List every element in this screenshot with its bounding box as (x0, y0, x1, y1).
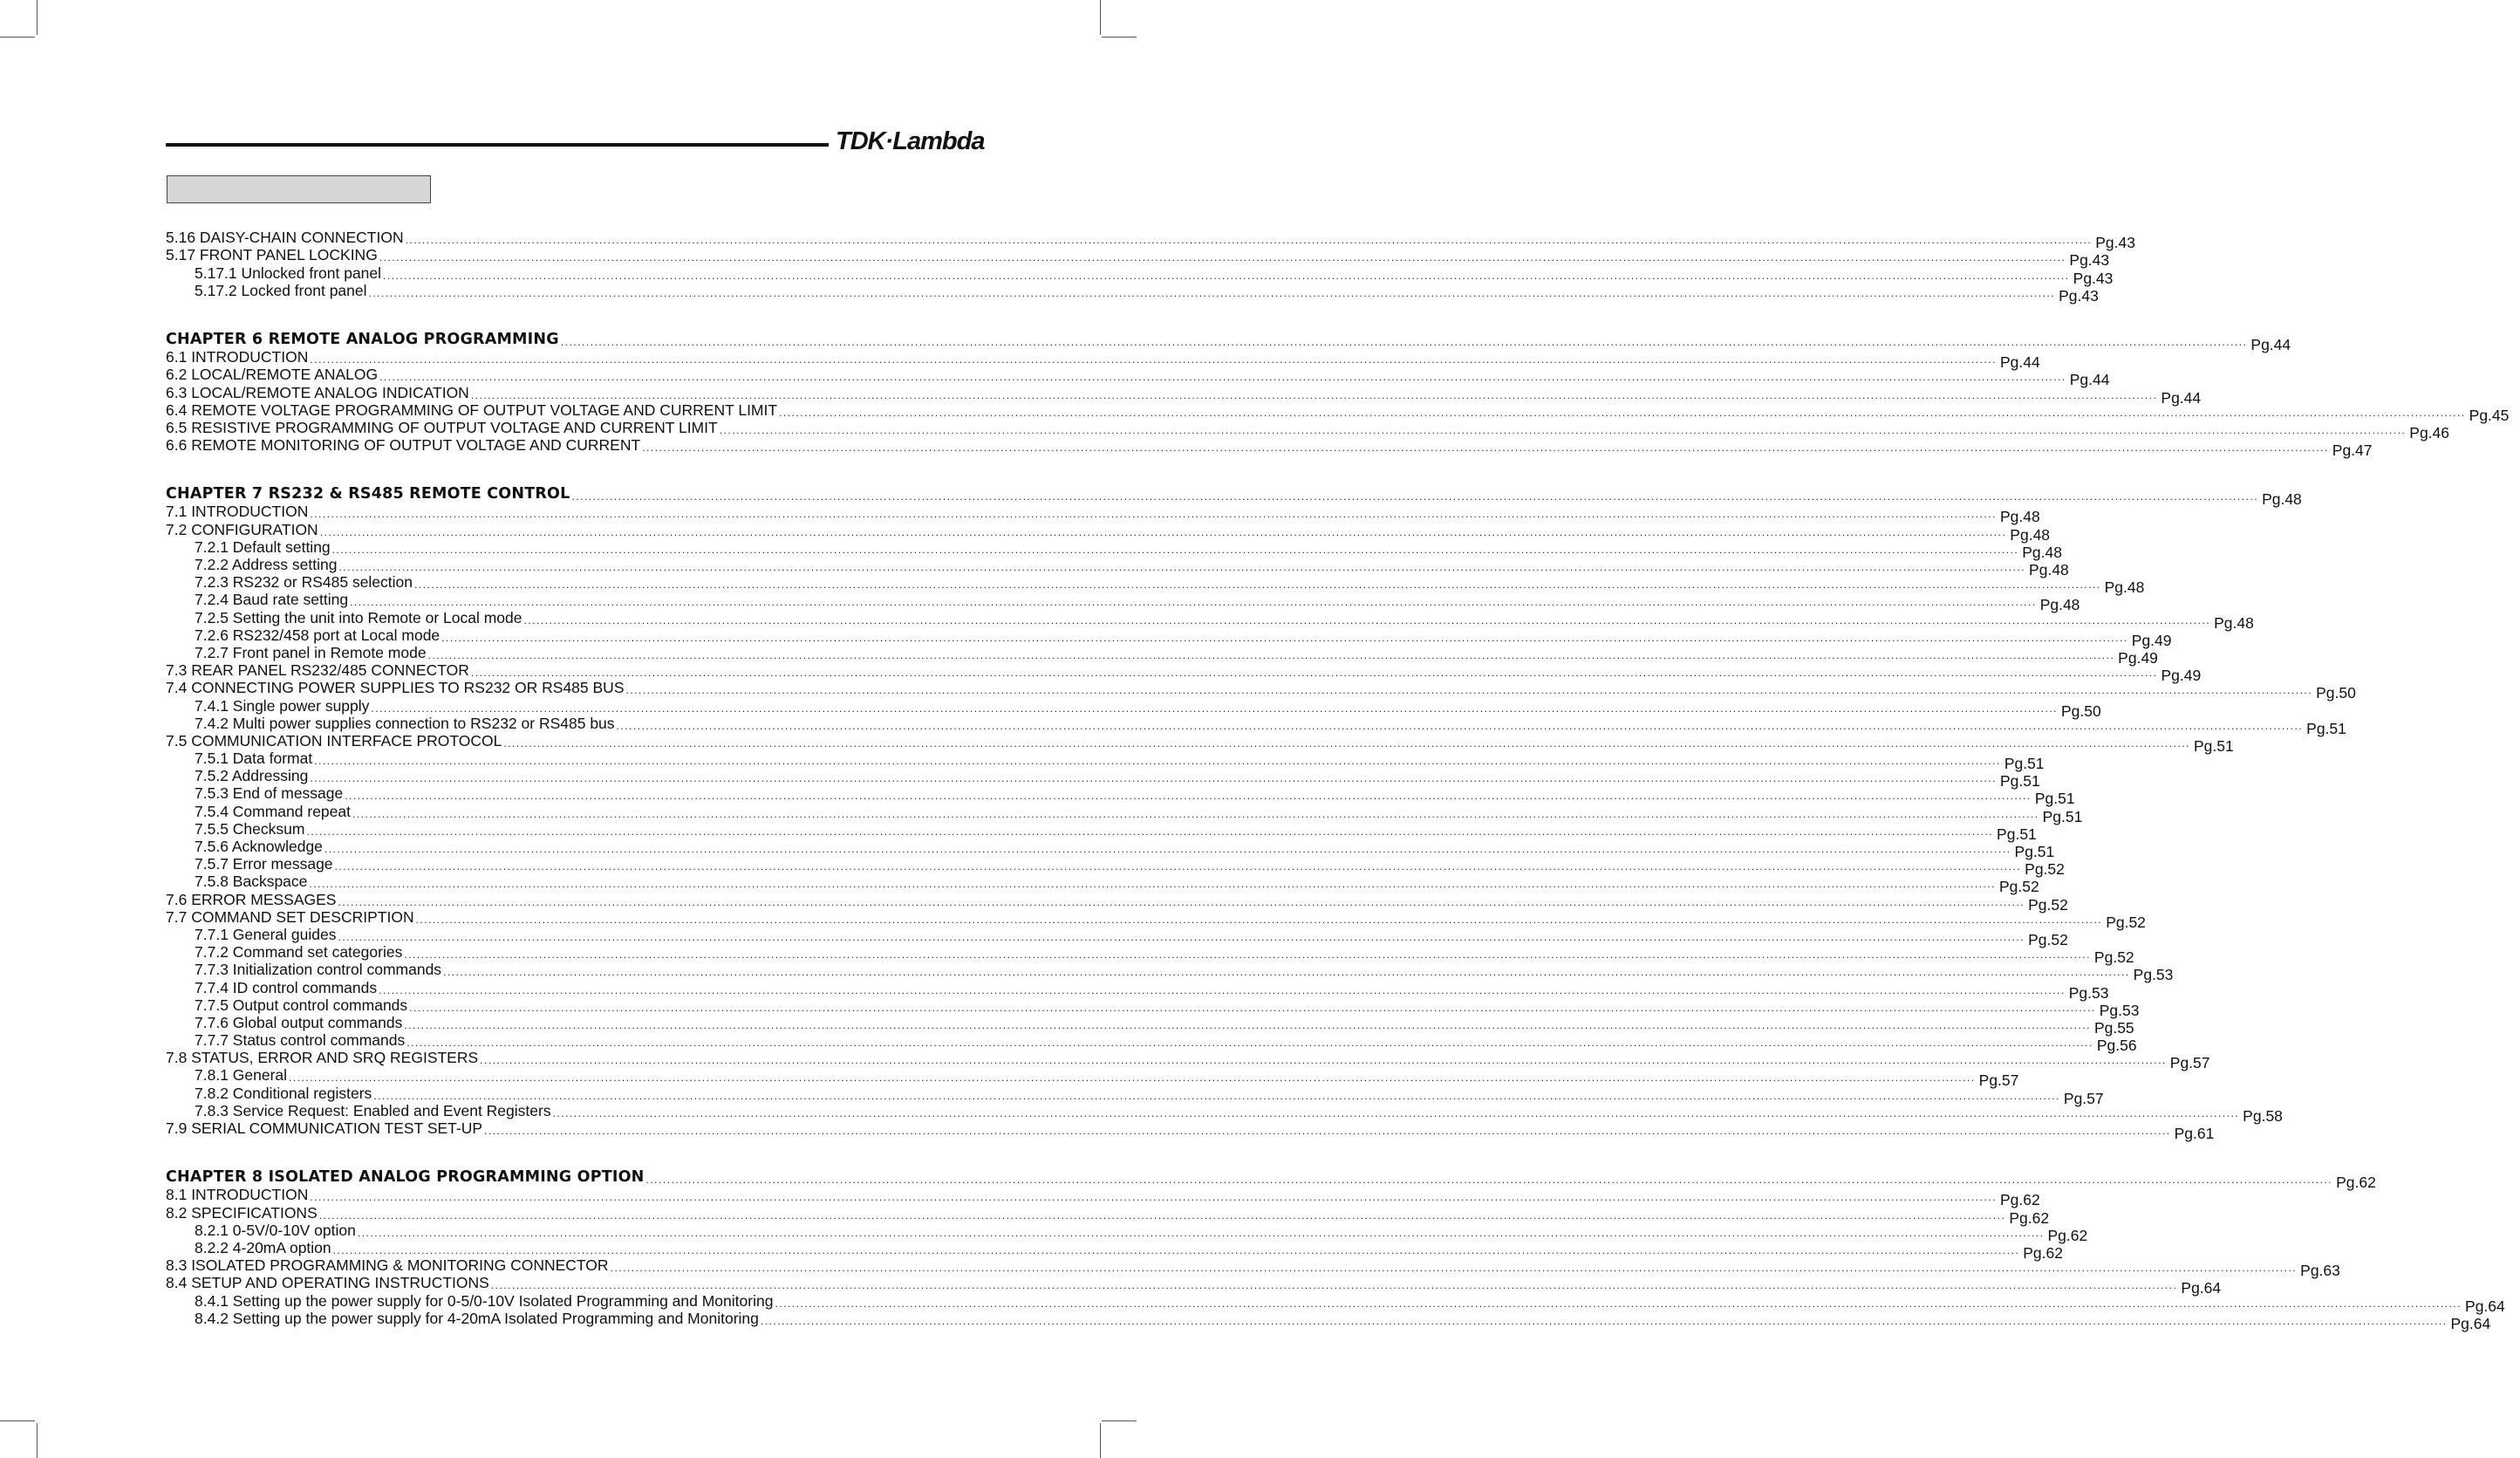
toc-page-number: Pg.64 (2450, 1314, 2491, 1332)
toc-entry-title: 5.17 FRONT PANEL LOCKING (166, 246, 378, 264)
toc-entry-title: 8.4 SETUP AND OPERATING INSTRUCTIONS (166, 1274, 489, 1292)
toc-entry[interactable] (166, 520, 2051, 544)
toc-leader-dots: ................................................................................................................................................................................................................................................................................................................................................................................................................ (560, 335, 2248, 348)
toc-page-number: Pg.45 (2469, 406, 2510, 424)
toc-entry-title: 7.4.2 Multi power supplies connection to RS232 or RS485 bus (195, 714, 615, 732)
toc-entry[interactable] (166, 1203, 2050, 1227)
toc-page-number: Pg.56 (2096, 1037, 2137, 1055)
toc-page-number: Pg.64 (2465, 1297, 2505, 1315)
toc-leader-dots: ................................................................................................................................................................................................................................................................................................................................................................................................................ (719, 423, 2407, 436)
toc-entry-title: CHAPTER 7 RS232 & RS485 REMOTE CONTROL (166, 485, 570, 503)
toc-leader-dots: ................................................................................................................................................................................................................................................................................................................................................................................................................ (331, 543, 2019, 556)
toc-entry[interactable] (166, 264, 2114, 287)
toc-page-number: Pg.52 (2028, 930, 2068, 948)
toc-leader-dots: ................................................................................................................................................................................................................................................................................................................................................................................................................ (625, 684, 2313, 697)
toc-entry[interactable] (166, 873, 2039, 896)
toc-entry-title: 6.4 REMOTE VOLTAGE PROGRAMMING OF OUTPUT VOLTAGE AND CURRENT LIMIT (166, 400, 778, 419)
toc-page-number: Pg.57 (1978, 1071, 2019, 1090)
toc-page-number: Pg.52 (2093, 948, 2134, 967)
toc-entry-title: 7.8.3 Service Request: Enabled and Event Registers (195, 1101, 551, 1119)
toc-leader-dots: ................................................................................................................................................................................................................................................................................................................................................................................................................ (332, 1243, 2020, 1256)
toc-page-number: Pg.50 (2061, 702, 2101, 720)
toc-leader-dots: ................................................................................................................................................................................................................................................................................................................................................................................................................ (309, 878, 1996, 891)
toc-entry[interactable] (166, 573, 2145, 597)
toc-leader-dots: ................................................................................................................................................................................................................................................................................................................................................................................................................ (480, 1054, 2167, 1067)
toc-entry[interactable] (166, 1186, 2040, 1209)
toc-entry[interactable] (166, 1101, 2283, 1125)
toc-entry[interactable] (166, 767, 2040, 791)
toc-entry[interactable] (166, 626, 2172, 649)
toc-leader-dots: ................................................................................................................................................................................................................................................................................................................................................................................................................ (379, 983, 2066, 996)
toc-page-number: Pg.52 (2025, 860, 2065, 879)
toc-leader-dots: ................................................................................................................................................................................................................................................................................................................................................................................................................ (289, 1071, 1976, 1085)
toc-page-number: Pg.43 (2069, 251, 2110, 270)
toc-leader-dots: ................................................................................................................................................................................................................................................................................................................................................................................................................ (571, 490, 2259, 503)
toc-page-number: Pg.48 (2262, 490, 2302, 509)
toc-entry-title: 7.5 COMMUNICATION INTERFACE PROTOCOL (166, 731, 502, 750)
toc-chapter[interactable] (166, 330, 2291, 353)
toc-leader-dots: ................................................................................................................................................................................................................................................................................................................................................................................................................ (443, 966, 2130, 979)
toc-leader-dots: ................................................................................................................................................................................................................................................................................................................................................................................................................ (760, 1314, 2448, 1327)
toc-entry-title: 7.2.4 Baud rate setting (195, 591, 349, 609)
toc-entry-title: 7.8.2 Conditional registers (195, 1084, 372, 1102)
toc-page-number: Pg.62 (2023, 1243, 2063, 1262)
toc-page-number: Pg.51 (2042, 807, 2083, 825)
toc-entry[interactable] (166, 855, 2065, 879)
toc-entry[interactable] (166, 890, 2068, 914)
toc-leader-dots: ................................................................................................................................................................................................................................................................................................................................................................................................................ (352, 807, 2039, 820)
toc-leader-dots: ................................................................................................................................................................................................................................................................................................................................................................................................................ (642, 442, 2329, 455)
toc-page-number: Pg.43 (2073, 269, 2114, 287)
brand-logo: TDK·Lambda (836, 127, 985, 155)
toc-leader-dots: ................................................................................................................................................................................................................................................................................................................................................................................................................ (334, 860, 2022, 873)
toc-entry-title: 7.7.1 General guides (195, 925, 337, 943)
toc-entry-title: 7.6 ERROR MESSAGES (166, 890, 337, 908)
toc-entry-title: 8.2 SPECIFICATIONS (166, 1203, 318, 1222)
toc-entry[interactable] (166, 537, 2062, 561)
toc-entry[interactable] (166, 925, 2068, 948)
toc-entry-title: 6.2 LOCAL/REMOTE ANALOG (166, 366, 379, 384)
toc-entry-title: 7.9 SERIAL COMMUNICATION TEST SET-UP (166, 1119, 483, 1137)
toc-leader-dots: ................................................................................................................................................................................................................................................................................................................................................................................................................ (470, 667, 2158, 680)
toc-page-number: Pg.53 (2068, 983, 2109, 1002)
toc-entry-title: 7.8.1 General (195, 1066, 288, 1085)
toc-leader-dots: ................................................................................................................................................................................................................................................................................................................................................................................................................ (484, 1125, 2171, 1137)
toc-entry-title: 8.4.2 Setting up the power supply for 4-20mA Isolated Programming and Monitoring (195, 1309, 759, 1327)
toc-page-number: Pg.43 (2095, 234, 2135, 252)
toc-entry[interactable] (166, 556, 2069, 578)
toc-leader-dots: ................................................................................................................................................................................................................................................................................................................................................................................................................ (610, 1262, 2298, 1275)
toc-leader-dots: ................................................................................................................................................................................................................................................................................................................................................................................................................ (318, 1208, 2006, 1222)
toc-entry-title: 7.5.1 Data format (195, 750, 313, 768)
toc-page-number: Pg.47 (2332, 442, 2373, 460)
toc-entry[interactable] (166, 1119, 2215, 1142)
toc-entry[interactable] (166, 661, 2202, 685)
toc-entry-title: 6.5 RESISTIVE PROGRAMMING OF OUTPUT VOLTAGE AND CURRENT LIMIT (166, 418, 718, 436)
toc-leader-dots: ................................................................................................................................................................................................................................................................................................................................................................................................................ (350, 596, 2037, 609)
toc-leader-dots: ................................................................................................................................................................................................................................................................................................................................................................................................................ (338, 895, 2025, 908)
toc-entry[interactable] (166, 943, 2134, 967)
toc-entry[interactable] (166, 1084, 2104, 1107)
toc-entry-title: 7.4.1 Single power supply (195, 696, 370, 715)
toc-page-number: Pg.48 (2104, 578, 2145, 597)
toc-leader-dots: ................................................................................................................................................................................................................................................................................................................................................................................................................ (345, 790, 2032, 803)
toc-page-number: Pg.53 (2133, 966, 2174, 984)
toc-entry-title: 5.17.1 Unlocked front panel (195, 264, 382, 282)
toc-entry-title: 7.1 INTRODUCTION (166, 503, 309, 521)
toc-entry[interactable] (166, 281, 2099, 305)
toc-entry-title: 7.7.4 ID control commands (195, 978, 378, 996)
toc-entry-title: 7.8 STATUS, ERROR AND SRQ REGISTERS (166, 1049, 479, 1067)
toc-leader-dots: ................................................................................................................................................................................................................................................................................................................................................................................................................ (552, 1106, 2240, 1119)
toc-page-number: Pg.51 (2306, 719, 2346, 737)
toc-entry-title: 7.7.6 Global output commands (195, 1013, 403, 1031)
toc-leader-dots: ................................................................................................................................................................................................................................................................................................................................................................................................................ (779, 406, 2466, 419)
toc-entry-title: 7.2.2 Address setting (195, 556, 338, 573)
toc-page-number: Pg.57 (2169, 1054, 2210, 1072)
crop-mark (1102, 37, 1137, 38)
toc-entry[interactable] (166, 1238, 2063, 1262)
toc-entry[interactable] (166, 714, 2346, 737)
toc-entry[interactable] (166, 996, 2140, 1019)
toc-page-number: Pg.64 (2181, 1279, 2222, 1297)
toc-leader-dots: ................................................................................................................................................................................................................................................................................................................................................................................................................ (357, 1226, 2045, 1239)
toc-page-number: Pg.44 (2069, 371, 2110, 389)
toc-entry-title: CHAPTER 6 REMOTE ANALOG PROGRAMMING (166, 330, 559, 348)
toc-page-number: Pg.51 (2014, 843, 2055, 860)
toc-leader-dots: ................................................................................................................................................................................................................................................................................................................................................................................................................ (338, 561, 2026, 573)
toc-leader-dots: ................................................................................................................................................................................................................................................................................................................................................................................................................ (310, 353, 1997, 366)
toc-page-number: Pg.44 (1999, 353, 2040, 372)
toc-page-number: Pg.52 (2028, 895, 2068, 914)
crop-mark (0, 1420, 35, 1421)
crop-mark (37, 0, 38, 35)
toc-entry[interactable] (166, 731, 2234, 755)
toc-entry[interactable] (166, 1291, 2505, 1315)
toc-entry-title: 8.1 INTRODUCTION (166, 1186, 309, 1204)
toc-page-number: Pg.52 (1998, 878, 2039, 896)
toc-leader-dots: ................................................................................................................................................................................................................................................................................................................................................................................................................ (470, 388, 2158, 401)
toc-page-number: Pg.43 (2059, 286, 2099, 305)
toc-leader-dots: ................................................................................................................................................................................................................................................................................................................................................................................................................ (314, 755, 2001, 768)
toc-leader-dots: ................................................................................................................................................................................................................................................................................................................................................................................................................ (379, 251, 2066, 264)
toc-leader-dots: ................................................................................................................................................................................................................................................................................................................................................................................................................ (368, 286, 2056, 299)
toc-page-number: Pg.51 (2034, 790, 2075, 808)
toc-leader-dots: ................................................................................................................................................................................................................................................................................................................................................................................................................ (427, 648, 2115, 661)
toc-page-number: Pg.53 (2099, 1001, 2140, 1019)
toc-entry-title: 5.16 DAISY-CHAIN CONNECTION (166, 229, 404, 247)
toc-entry-title: 6.3 LOCAL/REMOTE ANALOG INDICATION (166, 383, 469, 401)
toc-entry[interactable] (166, 229, 2135, 252)
toc-page-number: Pg.57 (2063, 1089, 2104, 1107)
toc-leader-dots: ................................................................................................................................................................................................................................................................................................................................................................................................................ (319, 525, 2007, 538)
toc-leader-dots: ................................................................................................................................................................................................................................................................................................................................................................................................................ (645, 1174, 2333, 1187)
toc-chapter[interactable] (166, 1168, 2376, 1192)
toc-leader-dots: ................................................................................................................................................................................................................................................................................................................................................................................................................ (310, 772, 1997, 785)
toc-entry[interactable] (166, 978, 2109, 1002)
toc-leader-dots: ................................................................................................................................................................................................................................................................................................................................................................................................................ (310, 508, 1997, 521)
crop-mark (1100, 1423, 1101, 1458)
toc-entry-title: 7.5.8 Backspace (195, 873, 308, 891)
toc-page-number: Pg.63 (2300, 1262, 2340, 1280)
toc-entry-title: 7.2.3 RS232 or RS485 selection (195, 573, 413, 592)
toc-page-number: Pg.49 (2131, 631, 2172, 649)
toc-leader-dots: ................................................................................................................................................................................................................................................................................................................................................................................................................ (383, 269, 2070, 282)
toc-page-number: Pg.62 (1999, 1191, 2040, 1209)
toc-page-number: Pg.61 (2174, 1125, 2215, 1142)
toc-page-number: Pg.48 (1999, 508, 2040, 526)
crop-mark (37, 1423, 38, 1458)
toc-page-number: Pg.49 (2161, 667, 2202, 685)
toc-entry-title: 7.5.4 Command repeat (195, 802, 351, 820)
toc-leader-dots: ................................................................................................................................................................................................................................................................................................................................................................................................................ (404, 948, 2091, 962)
header-rule (166, 143, 829, 147)
toc-entry[interactable] (166, 907, 2146, 931)
toc-entry[interactable] (166, 400, 2510, 424)
toc-leader-dots: ................................................................................................................................................................................................................................................................................................................................................................................................................ (306, 825, 1994, 838)
toc-leader-dots: ................................................................................................................................................................................................................................................................................................................................................................................................................ (409, 1001, 2096, 1014)
toc-entry-title: 8.4.1 Setting up the power supply for 0-5/0-10V Isolated Programming and Monitoring (195, 1291, 774, 1310)
toc-entry-title: 8.2.2 4-20mA option (195, 1238, 331, 1256)
toc-entry[interactable] (166, 436, 2373, 460)
toc-entry-title: 7.2.7 Front panel in Remote mode (195, 643, 427, 661)
toc-entry-title: 7.7.2 Command set categories (195, 943, 403, 962)
section-heading-box (167, 175, 431, 203)
toc-entry[interactable] (166, 348, 2040, 372)
toc-entry[interactable] (166, 838, 2055, 860)
toc-leader-dots: ................................................................................................................................................................................................................................................................................................................................................................................................................ (338, 930, 2025, 943)
toc-entry[interactable] (166, 819, 2037, 843)
toc-entry[interactable] (166, 802, 2083, 825)
toc-page-number: Pg.46 (2409, 423, 2450, 442)
toc-leader-dots: ................................................................................................................................................................................................................................................................................................................................................................................................................ (523, 613, 2211, 626)
toc-entry-title: 7.2.5 Setting the unit into Remote or Local mode (195, 608, 522, 626)
toc-entry[interactable] (166, 1013, 2134, 1037)
toc-page-number: Pg.51 (2193, 736, 2234, 755)
toc-leader-dots: ................................................................................................................................................................................................................................................................................................................................................................................................................ (379, 371, 2066, 384)
toc-page-number: Pg.51 (1999, 772, 2040, 791)
toc-leader-dots: ................................................................................................................................................................................................................................................................................................................................................................................................................ (414, 578, 2101, 592)
toc-page-number: Pg.44 (2250, 335, 2291, 353)
toc-page-number: Pg.49 (2118, 648, 2158, 667)
toc-entry-title: 7.5.5 Checksum (195, 819, 305, 838)
toc-entry[interactable] (166, 961, 2174, 984)
toc-entry-title: 7.7.3 Initialization control commands (195, 961, 442, 979)
table-of-contents (166, 229, 2510, 1332)
toc-entry-title: 7.5.3 End of message (195, 784, 344, 803)
toc-entry-title: 7.3 REAR PANEL RS232/485 CONNECTOR (166, 661, 469, 680)
toc-leader-dots: ................................................................................................................................................................................................................................................................................................................................................................................................................ (490, 1279, 2178, 1292)
toc-entry-title: 6.1 INTRODUCTION (166, 348, 309, 366)
toc-page-number: Pg.55 (2093, 1018, 2134, 1037)
toc-page-number: Pg.48 (2039, 596, 2080, 614)
toc-leader-dots: ................................................................................................................................................................................................................................................................................................................................................................................................................ (616, 719, 2304, 732)
toc-page-number: Pg.58 (2243, 1106, 2283, 1125)
toc-entry[interactable] (166, 503, 2040, 526)
toc-entry[interactable] (166, 1221, 2088, 1244)
toc-entry-title: 6.6 REMOTE MONITORING OF OUTPUT VOLTAGE AND CURRENT (166, 436, 641, 455)
toc-entry-title: CHAPTER 8 ISOLATED ANALOG PROGRAMMING OPTION (166, 1168, 645, 1187)
toc-entry-title: 7.7.5 Output control commands (195, 996, 408, 1014)
toc-leader-dots: ................................................................................................................................................................................................................................................................................................................................................................................................................ (405, 234, 2093, 247)
toc-entry-title: 7.5.7 Error message (195, 855, 333, 873)
toc-entry-title: 8.2.1 0-5V/0-10V option (195, 1221, 356, 1239)
toc-entry[interactable] (166, 591, 2080, 614)
toc-leader-dots: ................................................................................................................................................................................................................................................................................................................................................................................................................ (406, 1037, 2093, 1050)
toc-entry-title: 7.5.2 Addressing (195, 767, 309, 785)
toc-entry[interactable] (166, 1274, 2222, 1297)
toc-page-number: Pg.48 (2010, 525, 2051, 544)
toc-leader-dots: ................................................................................................................................................................................................................................................................................................................................................................................................................ (371, 702, 2058, 715)
toc-page-number: Pg.44 (2161, 388, 2202, 407)
toc-page-number: Pg.62 (2336, 1174, 2376, 1192)
toc-page-number: Pg.51 (1997, 825, 2037, 843)
crop-mark (1102, 1420, 1137, 1421)
toc-entry[interactable] (166, 1031, 2137, 1055)
toc-entry[interactable] (166, 643, 2158, 667)
toc-entry[interactable] (166, 1049, 2210, 1072)
toc-entry-title: 7.4 CONNECTING POWER SUPPLIES TO RS232 OR RS485 BUS (166, 679, 625, 697)
toc-entry[interactable] (166, 418, 2450, 442)
toc-entry-title: 7.7.7 Status control commands (195, 1031, 406, 1050)
toc-entry-title: 7.2.6 RS232/458 port at Local mode (195, 626, 440, 644)
toc-entry[interactable] (166, 679, 2356, 702)
toc-leader-dots: ................................................................................................................................................................................................................................................................................................................................................................................................................ (415, 913, 2103, 926)
toc-chapter[interactable] (166, 485, 2302, 509)
crop-mark (1100, 0, 1101, 35)
toc-leader-dots: ................................................................................................................................................................................................................................................................................................................................................................................................................ (503, 736, 2190, 750)
toc-entry[interactable] (166, 1309, 2491, 1332)
toc-leader-dots: ................................................................................................................................................................................................................................................................................................................................................................................................................ (373, 1089, 2060, 1102)
toc-entry-title: 7.2.1 Default setting (195, 537, 331, 556)
toc-page-number: Pg.50 (2316, 684, 2356, 702)
toc-leader-dots: ................................................................................................................................................................................................................................................................................................................................................................................................................ (404, 1018, 2091, 1031)
toc-entry[interactable] (166, 608, 2254, 632)
toc-leader-dots: ................................................................................................................................................................................................................................................................................................................................................................................................................ (775, 1297, 2462, 1310)
toc-entry[interactable] (166, 750, 2045, 773)
toc-leader-dots: ................................................................................................................................................................................................................................................................................................................................................................................................................ (324, 843, 2011, 855)
toc-page-number: Pg.48 (2022, 543, 2062, 561)
toc-page-number: Pg.51 (2004, 755, 2045, 773)
toc-entry-title: 7.5.6 Acknowledge (195, 838, 323, 855)
toc-entry-title: 7.2 CONFIGURATION (166, 520, 318, 538)
toc-entry-title: 8.3 ISOLATED PROGRAMMING & MONITORING CONNECTOR (166, 1256, 609, 1275)
toc-entry[interactable] (166, 366, 2110, 389)
toc-entry[interactable] (166, 1256, 2340, 1280)
toc-entry[interactable] (166, 246, 2110, 270)
toc-entry[interactable] (166, 696, 2101, 720)
toc-leader-dots: ................................................................................................................................................................................................................................................................................................................................................................................................................ (441, 631, 2128, 644)
toc-entry[interactable] (166, 383, 2202, 407)
toc-entry-title: 5.17.2 Locked front panel (195, 281, 367, 299)
toc-page-number: Pg.62 (2009, 1208, 2050, 1227)
crop-mark (0, 37, 35, 38)
toc-page-number: Pg.48 (2214, 613, 2254, 632)
toc-page-number: Pg.62 (2047, 1226, 2088, 1244)
toc-page-number: Pg.48 (2029, 561, 2069, 578)
toc-entry-title: 7.7 COMMAND SET DESCRIPTION (166, 907, 414, 926)
toc-page-number: Pg.52 (2106, 913, 2146, 931)
toc-entry[interactable] (166, 1066, 2019, 1090)
toc-entry[interactable] (166, 784, 2075, 808)
toc-leader-dots: ................................................................................................................................................................................................................................................................................................................................................................................................................ (310, 1191, 1997, 1204)
